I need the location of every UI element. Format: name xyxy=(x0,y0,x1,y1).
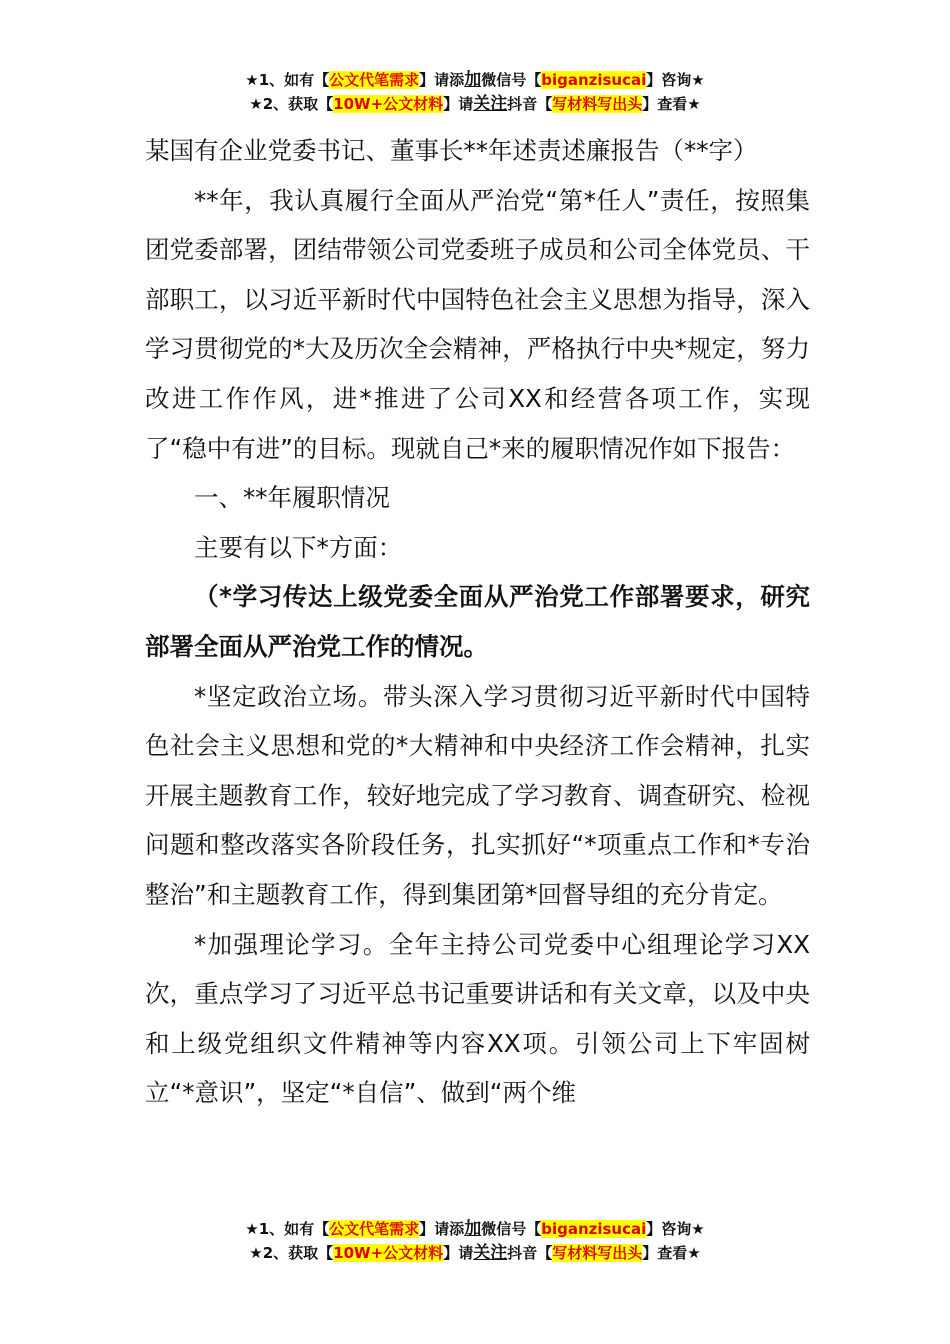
highlight-service: 公文代笔需求 xyxy=(329,71,420,89)
highlight-service: 公文代笔需求 xyxy=(329,1220,420,1238)
highlight-materials: 10W+公文材料 xyxy=(333,95,444,113)
highlight-douyin: 写材料写出头 xyxy=(552,1244,643,1262)
top-promo-banner xyxy=(0,68,950,116)
paragraph-political-stance: *坚定政治立场。带头深入学习贯彻习近平新时代中国特色社会主义思想和党的*大精神和中央经济工作会精神，扎实开展主题教育工作，较好地完成了学习教育、调查研究、检视问题和整改落实各阶段任务，扎实抓好“*项重点工作和*专治整治”和主题教育工作，得到集团第*回督导组的充分肯定。 xyxy=(145,681,810,909)
subsection-heading: （*学习传达上级党委全面从严治党工作部署要求，研究部署全面从严治党工作的情况。 xyxy=(145,582,810,661)
document-title: 某国有企业党委书记、董事长**年述责述廉报告（**字） xyxy=(145,136,758,165)
paragraph-theory-study: *加强理论学习。全年主持公司党委中心组理论学习XX次，重点学习了习近平总书记重要讲话和有关文章，以及中央和上级党组织文件精神等内容XX项。引领公司上下牢固树立“*意识”，坚定“*自信”、做到“两个维 xyxy=(145,929,810,1108)
document-body xyxy=(145,126,810,1118)
promo-line-2: ★2、获取【10W+公文材料】请关注抖音【写材料写出头】查看★ xyxy=(249,94,701,114)
promo-line-1: ★1、如有【公文代笔需求】请添加微信号【biganzisucai】咨询★ xyxy=(245,1219,705,1239)
highlight-materials: 10W+公文材料 xyxy=(333,1244,444,1262)
highlight-wechat-id: biganzisucai xyxy=(541,71,647,89)
promo-line-2: ★2、获取【10W+公文材料】请关注抖音【写材料写出头】查看★ xyxy=(249,1243,701,1263)
section-heading: 一、**年履职情况 xyxy=(194,483,390,513)
promo-line-1: ★1、如有【公文代笔需求】请添加微信号【biganzisucai】咨询★ xyxy=(245,70,705,90)
highlight-douyin: 写材料写出头 xyxy=(552,95,643,113)
highlight-wechat-id: biganzisucai xyxy=(541,1220,647,1238)
bottom-promo-banner xyxy=(0,1217,950,1265)
main-points-line: 主要有以下*方面： xyxy=(194,532,403,562)
intro-paragraph: **年，我认真履行全面从严治党“第*任人”责任，按照集团党委部署，团结带领公司党委班子成员和公司全体党员、干部职工，以习近平新时代中国特色社会主义思想为指导，深入学习贯彻党的*大及历次全会精神，严格执行中央*规定，努力改进工作作风，进*推进了公司XX和经营各项工作，实现了“稳中有进”的目标。现就自己*来的履职情况作如下报告： xyxy=(145,185,810,463)
